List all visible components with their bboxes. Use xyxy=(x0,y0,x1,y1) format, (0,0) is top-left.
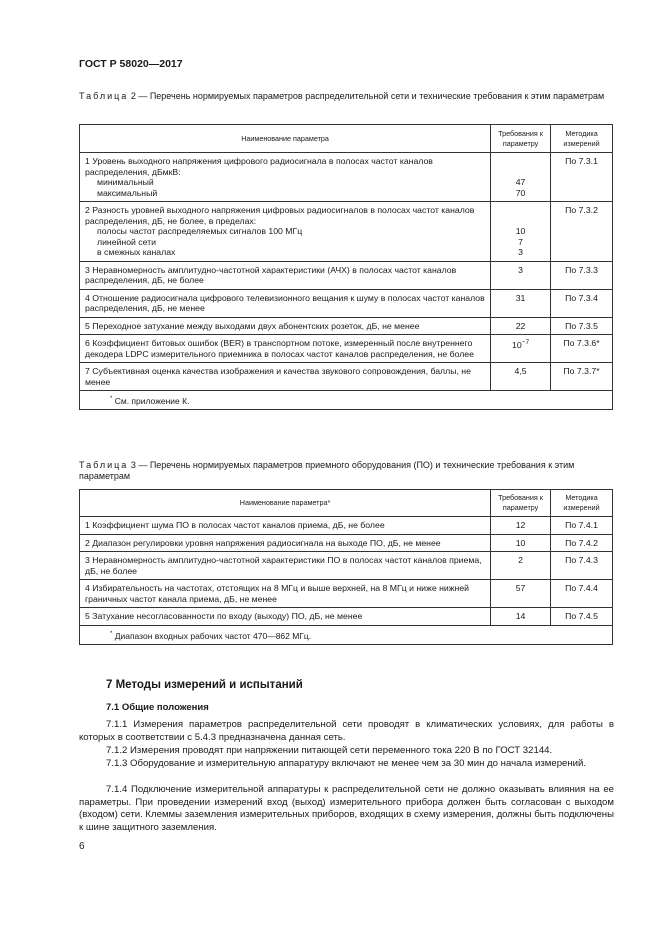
table2-caption xyxy=(79,91,612,102)
document-header: ГОСТ Р 58020—2017 xyxy=(79,58,183,70)
table3-caption-label: Таблица xyxy=(79,460,129,470)
row-req: 57 xyxy=(491,580,551,608)
row-method: По 7.3.1 xyxy=(551,153,613,202)
row-req: 3 xyxy=(491,261,551,289)
row-name: 7 Субъективная оценка качества изображения и качества звукового сопровождения, баллы, не менее xyxy=(80,363,491,391)
footnote-mark: * xyxy=(110,630,113,637)
row-req: 3 xyxy=(518,247,523,257)
table2-footnote-row xyxy=(80,391,613,410)
row-method: По 7.4.4 xyxy=(551,580,613,608)
row-name: 5 Переходное затухание между выходами двух абонентских розеток, дБ, не менее xyxy=(80,317,491,335)
table-row xyxy=(80,317,613,335)
footnote-mark: * xyxy=(110,396,113,402)
row-method: По 7.3.5 xyxy=(551,317,613,335)
row-name: 6 Коэффициент битовых ошибок (BER) в транспортном потоке, измеренный после внутреннего декодера LDPC измерительного приемника в полосах частот каналов распределения, не более xyxy=(80,335,491,363)
table3-caption-text: 3 — Перечень нормируемых параметров приемного оборудования (ПО) и технические требования к этим параметрам xyxy=(79,460,575,481)
row-sub: минимальный xyxy=(97,177,154,187)
row-sub: полосы частот распределяемых сигналов 100 МГц xyxy=(97,226,303,236)
table-row xyxy=(80,202,613,262)
table-row xyxy=(80,153,613,202)
page-number: 6 xyxy=(79,841,85,852)
paragraph-7-1-3: 7.1.3 Оборудование и измерительную аппаратуру включают не менее чем за 30 мин до начала измерений. xyxy=(106,758,587,769)
table-row xyxy=(80,552,613,580)
row-method: По 7.3.2 xyxy=(551,202,613,262)
paragraph-7-1-1: 7.1.1 Измерения параметров распределительной сети проводят в климатических условиях, для работы в которых в соответствии с 5.4.3 предназначена данная сеть. xyxy=(79,719,614,743)
table-row xyxy=(80,608,613,626)
row-req xyxy=(491,335,551,363)
row-sub: в смежных каналах xyxy=(97,247,176,257)
row-name: 2 Диапазон регулировки уровня напряжения радиосигнала на выходе ПО, дБ, не менее xyxy=(80,534,491,552)
table3-caption xyxy=(79,460,612,482)
table3-footnote: Диапазон входных рабочих частот 470—862 МГц. xyxy=(114,630,312,641)
table3-col-name: Наименование параметра* xyxy=(80,490,491,517)
row-method: По 7.4.3 xyxy=(551,552,613,580)
row-req: 14 xyxy=(491,608,551,626)
section-title: 7 Методы измерений и испытаний xyxy=(106,679,303,691)
row-method: По 7.4.2 xyxy=(551,534,613,552)
row-req: 4,5 xyxy=(491,363,551,391)
table2-col-method: Методика измерений xyxy=(551,125,613,153)
table3-col-req: Требования к параметру xyxy=(491,490,551,517)
row-name: 4 Избирательность на частотах, отстоящих на 8 МГц и выше верхней, на 8 МГц и ниже нижней граничных частот канала приема, дБ, не менее xyxy=(80,580,491,608)
table-row xyxy=(80,261,613,289)
row-req: 22 xyxy=(491,317,551,335)
paragraph-7-1-4: 7.1.4 Подключение измерительной аппаратуры к распределительной сети не должно оказывать влияния на ее параметры. При проведении измерений вход (выход) измерительного прибора должен быть согласован с выходом (входом) сети. Клеммы заземления измерительных приборов, входящих в схему измерения, должны быть подключены к шине защитного заземления. xyxy=(79,784,614,833)
table-row xyxy=(80,363,613,391)
row-req: 31 xyxy=(491,289,551,317)
table2-caption-label: Таблица xyxy=(79,91,129,101)
row-req: 7 xyxy=(518,236,523,247)
row-req: 12 xyxy=(491,517,551,535)
row-name: 3 Неравномерность амплитудно-частотной характеристики ПО в полосах частот каналов приема, дБ, не более xyxy=(80,552,491,580)
paragraph-7-1-2: 7.1.2 Измерения проводят при напряжении питающей сети переменного тока 220 В по ГОСТ 32144. xyxy=(106,745,553,756)
table-row xyxy=(80,335,613,363)
row-name: 4 Отношение радиосигнала цифрового телевизионного вещания к шуму в полосах частот каналов распределения, дБ, не менее xyxy=(80,289,491,317)
row-method: По 7.4.5 xyxy=(551,608,613,626)
table-row xyxy=(80,289,613,317)
subsection-title: 7.1 Общие положения xyxy=(106,702,209,713)
req-base: 10 xyxy=(512,339,522,350)
table2-col-name: Наименование параметра xyxy=(80,125,491,153)
table3 xyxy=(79,489,613,645)
row-name: 2 Разность уровней выходного напряжения цифровых радиосигналов в полосах частот каналов распределения, дБ, не более, в пределах: xyxy=(85,205,475,226)
row-method: По 7.4.1 xyxy=(551,517,613,535)
row-name: 1 Уровень выходного напряжения цифрового радиосигнала в полосах частот каналов распределения, дБмкВ: xyxy=(85,156,433,177)
row-req: 2 xyxy=(491,552,551,580)
table-row xyxy=(80,534,613,552)
req-exponent: −7 xyxy=(521,339,530,346)
table2 xyxy=(79,124,613,410)
row-sub: линейной сети xyxy=(97,236,157,247)
table2-caption-text: 2 — Перечень нормируемых параметров распределительной сети и технические требования к этим параметрам xyxy=(130,91,605,101)
row-sub: максимальный xyxy=(97,187,158,198)
row-method: По 7.3.6* xyxy=(551,335,613,363)
table2-col-req: Требования к параметру xyxy=(491,125,551,153)
row-method: По 7.3.3 xyxy=(551,261,613,289)
row-req: 10 xyxy=(491,534,551,552)
row-name: 1 Коэффициент шума ПО в полосах частот каналов приема, дБ, не более xyxy=(80,517,491,535)
row-method: По 7.3.4 xyxy=(551,289,613,317)
row-req: 47 xyxy=(515,177,526,187)
table3-footnote-row xyxy=(80,625,613,644)
table-row xyxy=(80,580,613,608)
row-name: 5 Затухание несогласованности по входу (выходу) ПО, дБ, не менее xyxy=(80,608,491,626)
row-name: 3 Неравномерность амплитудно-частотной характеристики (АЧХ) в полосах частот каналов распределения, дБ, не более xyxy=(80,261,491,289)
table-row xyxy=(80,517,613,535)
row-req: 70 xyxy=(515,187,526,198)
table2-footnote: См. приложение К. xyxy=(114,395,190,406)
row-req: 10 xyxy=(515,226,526,236)
table3-col-method: Методика измерений xyxy=(551,490,613,517)
row-method: По 7.3.7* xyxy=(551,363,613,391)
